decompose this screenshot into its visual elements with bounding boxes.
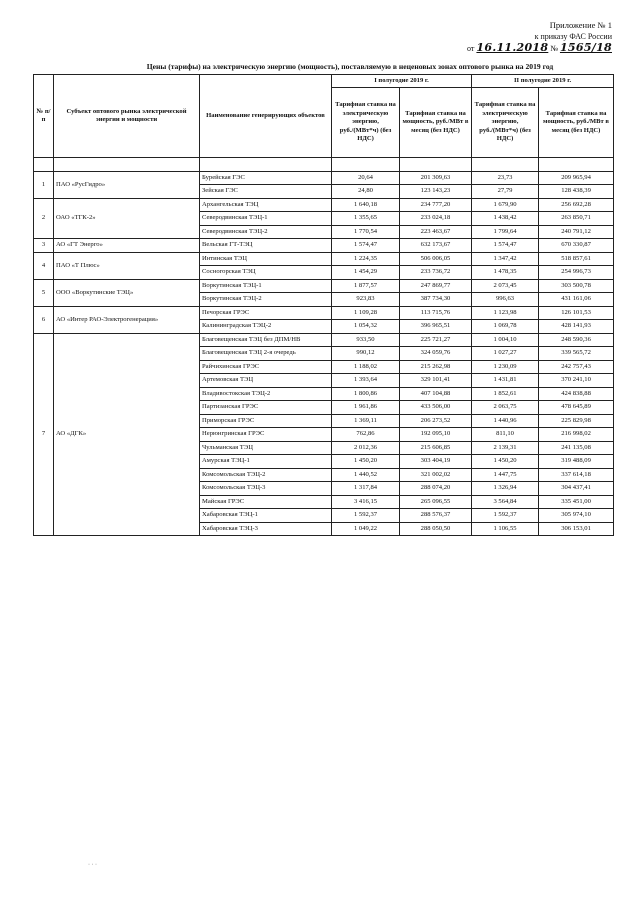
generating-object: Партизанская ГРЭС: [200, 401, 332, 415]
generating-object: Владивостокская ТЭЦ-2: [200, 387, 332, 401]
market-subject: АО «ГТ Энерго»: [54, 239, 200, 253]
energy-rate-h2: 1 027,27: [472, 347, 539, 361]
market-subject: АО «Интер РАО-Электрогенерация»: [54, 306, 200, 333]
energy-rate-h2: 2 139,31: [472, 441, 539, 455]
energy-rate-h1: 1 640,18: [332, 198, 400, 212]
energy-rate-h1: 1 574,47: [332, 239, 400, 253]
market-subject: АО «ДГК»: [54, 333, 200, 536]
capacity-rate-h1: 225 721,27: [400, 333, 472, 347]
energy-rate-h1: 1 355,65: [332, 212, 400, 226]
capacity-rate-h1: 234 777,20: [400, 198, 472, 212]
capacity-rate-h2: 337 614,18: [539, 468, 614, 482]
header-subject: Субъект оптового рынка электрической энергии и мощности: [54, 75, 200, 158]
capacity-rate-h2: 128 438,39: [539, 185, 614, 199]
energy-rate-h2: 1 123,98: [472, 306, 539, 320]
capacity-rate-h1: 329 101,41: [400, 374, 472, 388]
energy-rate-h1: 1 393,64: [332, 374, 400, 388]
capacity-rate-h2: 241 135,08: [539, 441, 614, 455]
generating-object: Северодвинская ТЭЦ-2: [200, 225, 332, 239]
generating-object: Чульманская ТЭЦ: [200, 441, 332, 455]
appendix-block: [467, 20, 612, 54]
energy-rate-h1: 1 440,52: [332, 468, 400, 482]
generating-object: Хабаровская ТЭЦ-3: [200, 522, 332, 536]
capacity-rate-h1: 233 736,72: [400, 266, 472, 280]
order-line: [467, 42, 612, 54]
energy-rate-h1: 1 054,32: [332, 320, 400, 334]
capacity-rate-h2: 335 451,00: [539, 495, 614, 509]
energy-rate-h2: 1 478,35: [472, 266, 539, 280]
header-energy-rate-h2: Тарифная ставка на электрическую энергию, руб./(МВт*ч) (без НДС): [472, 88, 539, 158]
market-subject: ООО «Воркутинские ТЭЦ»: [54, 279, 200, 306]
table-row: [34, 171, 614, 185]
energy-rate-h2: 1 799,64: [472, 225, 539, 239]
capacity-rate-h2: 319 488,09: [539, 455, 614, 469]
capacity-rate-h2: 431 161,06: [539, 293, 614, 307]
header-capacity-rate-h1: Тарифная ставка на мощность, руб./МВт в месяц (без НДС): [400, 88, 472, 158]
capacity-rate-h1: 113 715,76: [400, 306, 472, 320]
energy-rate-h2: 27,79: [472, 185, 539, 199]
market-subject: ПАО «РусГидро»: [54, 171, 200, 198]
energy-rate-h2: 811,10: [472, 428, 539, 442]
generating-object: Хабаровская ТЭЦ-1: [200, 509, 332, 523]
capacity-rate-h1: 288 074,20: [400, 482, 472, 496]
energy-rate-h2: 1 069,78: [472, 320, 539, 334]
order-number: 1565/18: [559, 41, 612, 54]
capacity-rate-h2: 305 974,10: [539, 509, 614, 523]
capacity-rate-h2: 225 829,98: [539, 414, 614, 428]
generating-object: Комсомольская ТЭЦ-2: [200, 468, 332, 482]
generating-object: Зейская ГЭС: [200, 185, 332, 199]
capacity-rate-h1: 321 002,02: [400, 468, 472, 482]
capacity-rate-h2: 209 965,94: [539, 171, 614, 185]
capacity-rate-h1: 223 463,67: [400, 225, 472, 239]
energy-rate-h1: 1 877,57: [332, 279, 400, 293]
header-capacity-rate-h2: Тарифная ставка на мощность, руб./МВт в месяц (без НДС): [539, 88, 614, 158]
energy-rate-h1: 1 592,37: [332, 509, 400, 523]
generating-object: Интинская ТЭЦ: [200, 252, 332, 266]
capacity-rate-h2: 248 590,36: [539, 333, 614, 347]
capacity-rate-h2: 263 850,71: [539, 212, 614, 226]
capacity-rate-h1: 288 050,50: [400, 522, 472, 536]
capacity-rate-h1: 632 173,67: [400, 239, 472, 253]
energy-rate-h1: 923,83: [332, 293, 400, 307]
row-number: 3: [34, 239, 54, 253]
capacity-rate-h2: 304 437,41: [539, 482, 614, 496]
capacity-rate-h2: 240 791,12: [539, 225, 614, 239]
energy-rate-h2: 1 852,61: [472, 387, 539, 401]
energy-rate-h1: 1 369,11: [332, 414, 400, 428]
energy-rate-h1: 1 454,29: [332, 266, 400, 280]
table-row: [34, 333, 614, 347]
market-subject: ПАО «Т Плюс»: [54, 252, 200, 279]
energy-rate-h1: 1 450,20: [332, 455, 400, 469]
capacity-rate-h2: 303 500,78: [539, 279, 614, 293]
capacity-rate-h1: 265 096,55: [400, 495, 472, 509]
energy-rate-h2: 2 073,45: [472, 279, 539, 293]
energy-rate-h2: 1 326,94: [472, 482, 539, 496]
capacity-rate-h1: 206 273,52: [400, 414, 472, 428]
order-prefix: от: [467, 44, 475, 53]
capacity-rate-h2: 424 838,88: [539, 387, 614, 401]
capacity-rate-h1: 288 576,37: [400, 509, 472, 523]
energy-rate-h1: 933,50: [332, 333, 400, 347]
energy-rate-h1: 762,86: [332, 428, 400, 442]
capacity-rate-h1: 247 869,77: [400, 279, 472, 293]
capacity-rate-h1: 123 143,23: [400, 185, 472, 199]
energy-rate-h1: 1 770,54: [332, 225, 400, 239]
scan-mark: · · ·: [88, 862, 97, 868]
energy-rate-h1: 1 109,28: [332, 306, 400, 320]
order-reference: к приказу ФАС России: [534, 32, 612, 41]
generating-object: Нерюнгринская ГРЭС: [200, 428, 332, 442]
energy-rate-h2: 1 438,42: [472, 212, 539, 226]
header-plant: Наименование генерирующих объектов: [200, 75, 332, 158]
generating-object: Амурская ТЭЦ-1: [200, 455, 332, 469]
energy-rate-h1: 990,12: [332, 347, 400, 361]
capacity-rate-h2: 478 645,89: [539, 401, 614, 415]
energy-rate-h2: 23,73: [472, 171, 539, 185]
capacity-rate-h1: 192 095,10: [400, 428, 472, 442]
energy-rate-h2: 1 004,10: [472, 333, 539, 347]
capacity-rate-h1: 396 965,51: [400, 320, 472, 334]
generating-object: Райчихинская ГРЭС: [200, 360, 332, 374]
table-row: [34, 239, 614, 253]
energy-rate-h2: 1 679,90: [472, 198, 539, 212]
capacity-rate-h2: 216 998,02: [539, 428, 614, 442]
capacity-rate-h1: 215 606,85: [400, 441, 472, 455]
energy-rate-h1: 1 961,86: [332, 401, 400, 415]
energy-rate-h1: 1 188,02: [332, 360, 400, 374]
row-number: 5: [34, 279, 54, 306]
header-num: № п/п: [34, 75, 54, 158]
market-subject: ОАО «ТГК-2»: [54, 198, 200, 239]
document-title: Цены (тарифы) на электрическую энергию (мощность), поставляемую в неценовых зонах оптового рынка на 2019 год: [146, 62, 554, 71]
capacity-rate-h2: 254 996,73: [539, 266, 614, 280]
energy-rate-h2: 1 450,20: [472, 455, 539, 469]
generating-object: Калининградская ТЭЦ-2: [200, 320, 332, 334]
spacer-row: [34, 158, 614, 172]
energy-rate-h2: 1 431,81: [472, 374, 539, 388]
energy-rate-h1: 1 049,22: [332, 522, 400, 536]
header-half-2: II полугодие 2019 г.: [472, 75, 614, 88]
capacity-rate-h2: 518 857,61: [539, 252, 614, 266]
table-row: [34, 198, 614, 212]
energy-rate-h2: 1 347,42: [472, 252, 539, 266]
generating-object: Бурейская ГЭС: [200, 171, 332, 185]
energy-rate-h1: 1 800,86: [332, 387, 400, 401]
capacity-rate-h1: 506 006,05: [400, 252, 472, 266]
header-half-1: I полугодие 2019 г.: [332, 75, 472, 88]
order-date: 16.11.2018: [476, 41, 549, 54]
header-energy-rate-h1: Тарифная ставка на электрическую энергию, руб./(МВт*ч) (без НДС): [332, 88, 400, 158]
capacity-rate-h2: 126 101,53: [539, 306, 614, 320]
generating-object: Архангельская ТЭЦ: [200, 198, 332, 212]
capacity-rate-h1: 233 024,18: [400, 212, 472, 226]
capacity-rate-h2: 670 330,87: [539, 239, 614, 253]
energy-rate-h1: 1 317,84: [332, 482, 400, 496]
energy-rate-h1: 1 224,35: [332, 252, 400, 266]
energy-rate-h2: 1 592,37: [472, 509, 539, 523]
generating-object: Комсомольская ТЭЦ-3: [200, 482, 332, 496]
energy-rate-h2: 1 106,55: [472, 522, 539, 536]
generating-object: Майская ГРЭС: [200, 495, 332, 509]
generating-object: Воркутинская ТЭЦ-1: [200, 279, 332, 293]
capacity-rate-h2: 306 153,01: [539, 522, 614, 536]
row-number: 1: [34, 171, 54, 198]
row-number: 6: [34, 306, 54, 333]
generating-object: Печорская ГРЭС: [200, 306, 332, 320]
capacity-rate-h2: 339 565,72: [539, 347, 614, 361]
energy-rate-h2: 1 440,96: [472, 414, 539, 428]
capacity-rate-h1: 201 309,63: [400, 171, 472, 185]
capacity-rate-h1: 433 506,00: [400, 401, 472, 415]
generating-object: Сосногорская ТЭЦ: [200, 266, 332, 280]
energy-rate-h1: 24,80: [332, 185, 400, 199]
row-number: 7: [34, 333, 54, 536]
capacity-rate-h2: 428 141,93: [539, 320, 614, 334]
energy-rate-h1: 2 012,36: [332, 441, 400, 455]
generating-object: Благовещенская ТЭЦ без ДПМ/НВ: [200, 333, 332, 347]
row-number: 2: [34, 198, 54, 239]
generating-object: Приморская ГРЭС: [200, 414, 332, 428]
capacity-rate-h1: 215 262,98: [400, 360, 472, 374]
price-table: [33, 74, 614, 536]
generating-object: Вельская ГТ-ТЭЦ: [200, 239, 332, 253]
generating-object: Северодвинская ТЭЦ-1: [200, 212, 332, 226]
table-row: [34, 306, 614, 320]
generating-object: Артемовская ТЭЦ: [200, 374, 332, 388]
energy-rate-h2: 1 230,09: [472, 360, 539, 374]
energy-rate-h2: 2 063,75: [472, 401, 539, 415]
row-number: 4: [34, 252, 54, 279]
capacity-rate-h2: 256 692,28: [539, 198, 614, 212]
generating-object: Воркутинская ТЭЦ-2: [200, 293, 332, 307]
capacity-rate-h1: 324 059,76: [400, 347, 472, 361]
capacity-rate-h1: 387 734,30: [400, 293, 472, 307]
energy-rate-h1: 20,64: [332, 171, 400, 185]
capacity-rate-h2: 242 757,43: [539, 360, 614, 374]
appendix-label: Приложение № 1: [549, 20, 612, 30]
generating-object: Благовещенская ТЭЦ 2-я очередь: [200, 347, 332, 361]
order-number-sign: №: [550, 44, 558, 53]
energy-rate-h2: 1 447,75: [472, 468, 539, 482]
energy-rate-h2: 996,63: [472, 293, 539, 307]
capacity-rate-h1: 407 104,88: [400, 387, 472, 401]
capacity-rate-h1: 303 404,19: [400, 455, 472, 469]
energy-rate-h2: 1 574,47: [472, 239, 539, 253]
energy-rate-h1: 3 416,15: [332, 495, 400, 509]
capacity-rate-h2: 370 241,10: [539, 374, 614, 388]
price-table-body: [34, 158, 614, 536]
table-row: [34, 252, 614, 266]
table-row: [34, 279, 614, 293]
energy-rate-h2: 3 564,84: [472, 495, 539, 509]
